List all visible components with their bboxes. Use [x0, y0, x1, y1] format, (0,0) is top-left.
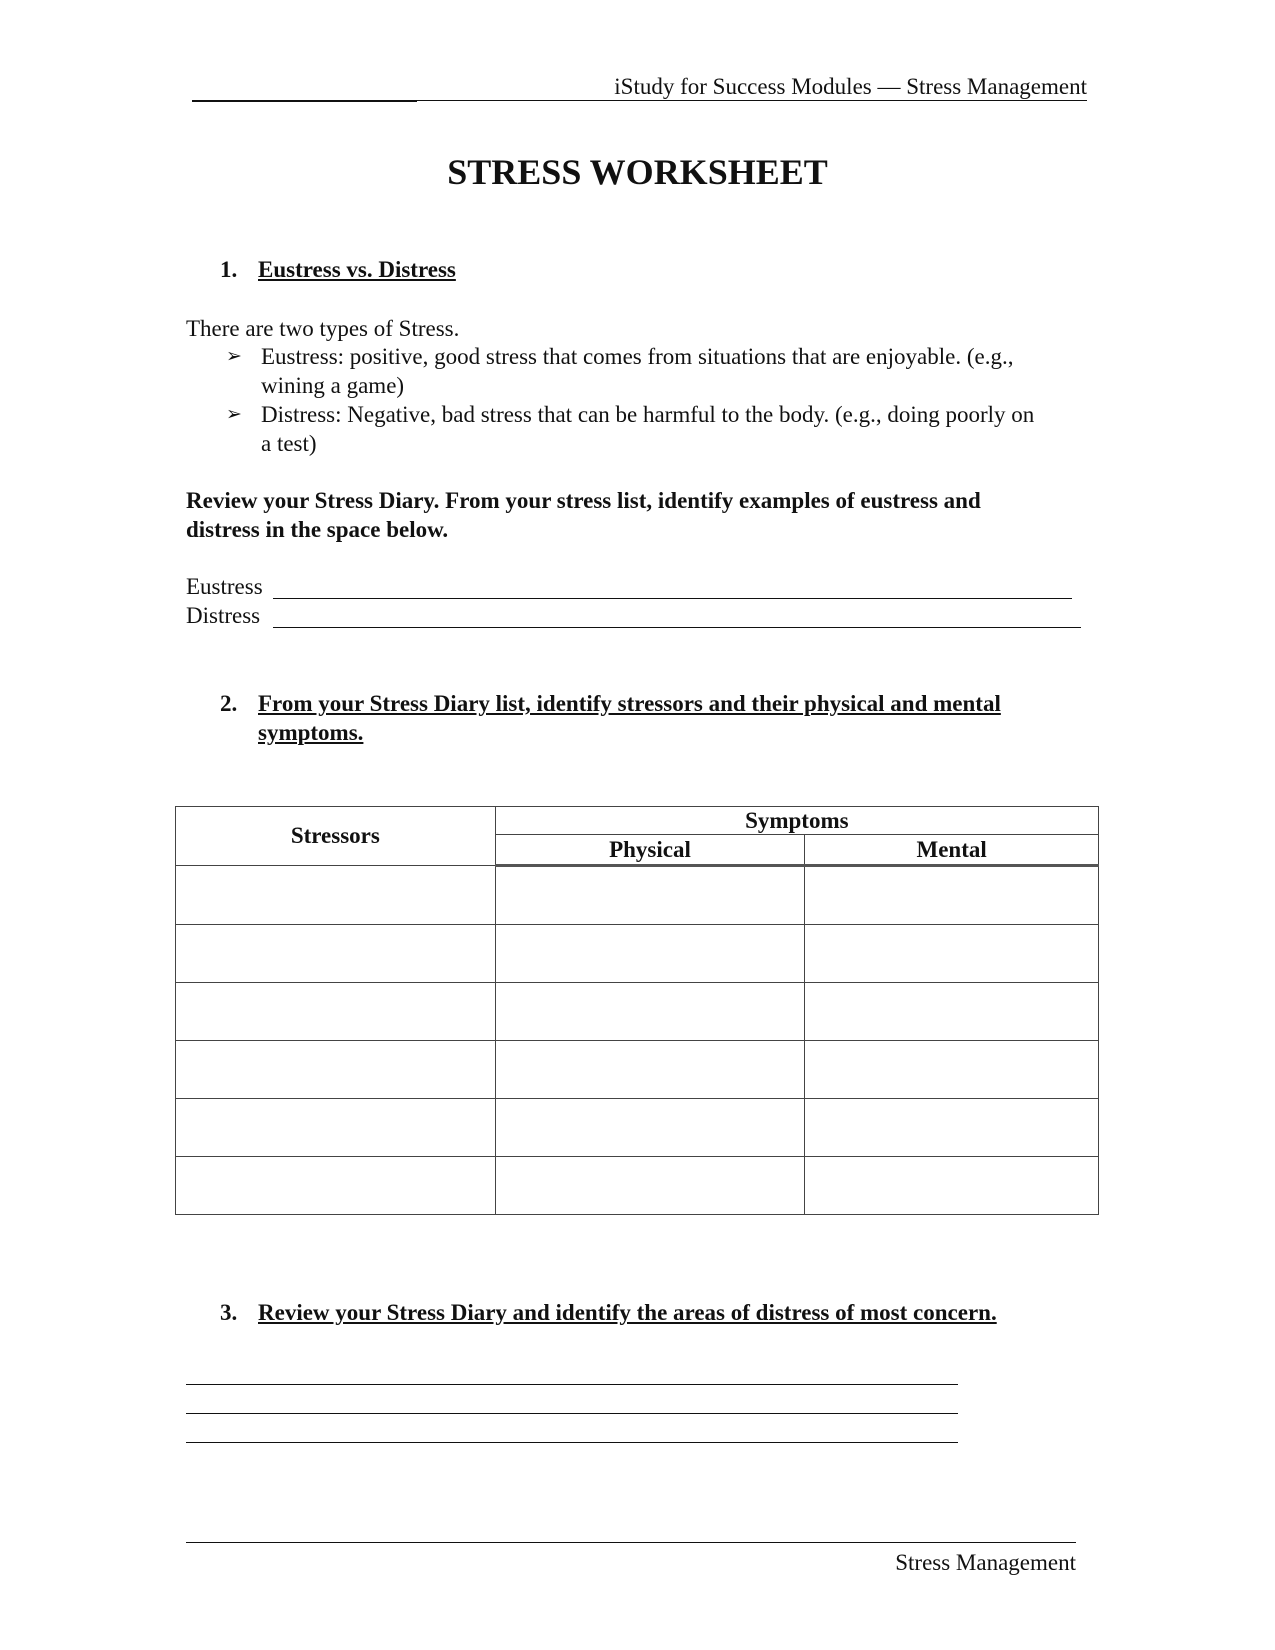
mental-cell[interactable] [805, 1099, 1099, 1157]
header-name-blank [192, 100, 417, 102]
section-1-title: Eustress vs. Distress [258, 257, 456, 282]
header-physical: Physical [495, 835, 805, 866]
header-rule [417, 100, 1087, 101]
stressor-cell[interactable] [176, 983, 496, 1041]
footer-text: Stress Management [895, 1550, 1076, 1575]
page-title: STRESS WORKSHEET [447, 152, 828, 192]
table-row [176, 1041, 1099, 1099]
stressor-cell[interactable] [176, 1099, 496, 1157]
mental-cell[interactable] [805, 1041, 1099, 1099]
header-stressors: Stressors [176, 807, 496, 866]
physical-cell[interactable] [495, 1157, 805, 1215]
instruction-line1: Review your Stress Diary. From your stress list, identify examples of eustress and [186, 488, 981, 513]
eustress-label: Eustress [186, 574, 263, 599]
table-row [176, 925, 1099, 983]
footer-rule [186, 1542, 1076, 1543]
physical-cell[interactable] [495, 1041, 805, 1099]
table-row [176, 1099, 1099, 1157]
section-1-number: 1. [220, 257, 238, 282]
table-row [176, 983, 1099, 1041]
physical-cell[interactable] [495, 983, 805, 1041]
section-2-title-line2: symptoms. [258, 720, 364, 745]
table-row [176, 866, 1099, 925]
bullet-distress-line1: Distress: Negative, bad stress that can be harmful to the body. (e.g., doing poorly on [261, 402, 1035, 427]
section-3-title: Review your Stress Diary and identify the areas of distress of most concern. [258, 1300, 997, 1325]
mental-cell[interactable] [805, 983, 1099, 1041]
stressor-cell[interactable] [176, 866, 496, 925]
stressor-cell[interactable] [176, 925, 496, 983]
stressor-cell[interactable] [176, 1041, 496, 1099]
section-2-number: 2. [220, 691, 238, 716]
section-2-heading [220, 689, 1100, 747]
concern-answer-line-1[interactable] [186, 1384, 958, 1385]
instruction-line2: distress in the space below. [186, 517, 449, 542]
mental-cell[interactable] [805, 866, 1099, 925]
stressor-cell[interactable] [176, 1157, 496, 1215]
section-1-intro: There are two types of Stress. [186, 316, 460, 341]
section-3-number: 3. [220, 1300, 238, 1325]
section-1-heading [220, 255, 620, 284]
section-3-heading [220, 1298, 1100, 1327]
section-2-title-line1: From your Stress Diary list, identify stressors and their physical and mental [258, 691, 1001, 716]
physical-cell[interactable] [495, 925, 805, 983]
running-header: iStudy for Success Modules — Stress Management [614, 74, 1087, 99]
bullet-eustress-line1: Eustress: positive, good stress that comes from situations that are enjoyable. (e.g., [261, 344, 1014, 369]
mental-cell[interactable] [805, 925, 1099, 983]
bullet-distress-line2: a test) [261, 431, 317, 456]
header-symptoms: Symptoms [495, 807, 1098, 835]
mental-cell[interactable] [805, 1157, 1099, 1215]
bullet-arrow-icon: ➢ [226, 404, 242, 425]
distress-answer-line[interactable] [273, 627, 1081, 628]
physical-cell[interactable] [495, 1099, 805, 1157]
header-mental: Mental [805, 835, 1099, 866]
concern-answer-line-3[interactable] [186, 1442, 958, 1443]
bullet-arrow-icon: ➢ [226, 346, 242, 367]
bullet-eustress-line2: wining a game) [261, 373, 405, 398]
stressors-table [175, 806, 1099, 1215]
table-row [176, 1157, 1099, 1215]
concern-answer-line-2[interactable] [186, 1413, 958, 1414]
physical-cell[interactable] [495, 866, 805, 925]
eustress-answer-line[interactable] [273, 598, 1072, 599]
distress-label: Distress [186, 603, 261, 628]
